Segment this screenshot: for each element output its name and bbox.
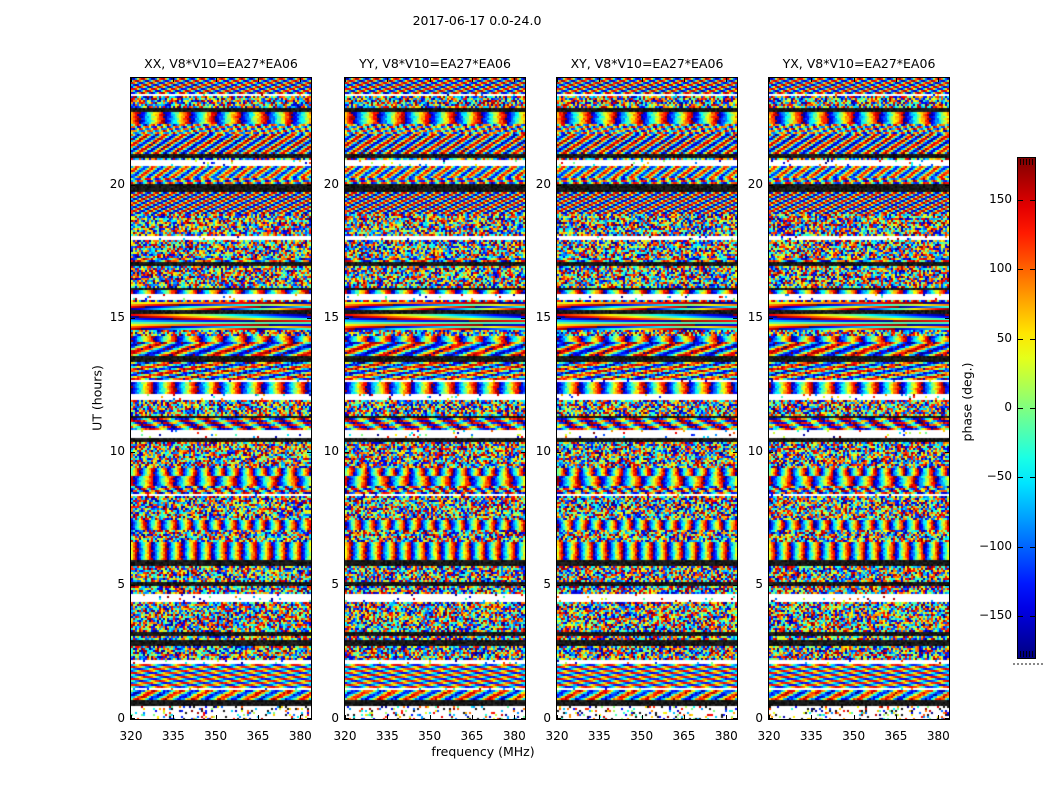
colorbar-tick-label: −150 (979, 608, 1012, 622)
x-tick-label: 380 (714, 729, 738, 743)
y-tick-label: 0 (755, 711, 763, 725)
colorbar-tick-label: 150 (989, 192, 1012, 206)
x-tick-mark (216, 78, 217, 82)
x-tick-mark (854, 715, 855, 719)
y-tick-label: 20 (535, 177, 551, 191)
y-tick-mark (769, 452, 773, 453)
x-tick-mark (557, 78, 558, 82)
x-tick-mark (684, 715, 685, 719)
x-tick-label: 320 (333, 729, 357, 743)
y-tick-mark (769, 318, 773, 319)
y-tick-label: 15 (747, 310, 763, 324)
x-tick-label: 365 (672, 729, 696, 743)
phase-waterfall-canvas-yx (769, 78, 949, 719)
y-tick-mark (131, 452, 135, 453)
y-axis-label: UT (hours) (89, 365, 105, 431)
x-tick-mark (769, 78, 770, 82)
y-tick-mark (769, 718, 773, 719)
x-tick-mark (131, 78, 132, 82)
phase-waterfall-canvas-yy (345, 78, 525, 719)
x-tick-mark (300, 78, 301, 82)
y-tick-mark (557, 318, 561, 319)
y-tick-label: 20 (323, 177, 339, 191)
x-tick-mark (854, 78, 855, 82)
y-tick-label: 5 (755, 577, 763, 591)
x-tick-mark (345, 78, 346, 82)
colorbar-tick-mark (1018, 200, 1023, 201)
colorbar-tick-mark (1030, 200, 1035, 201)
y-tick-mark (945, 185, 949, 186)
y-tick-mark (557, 718, 561, 719)
x-tick-mark (514, 715, 515, 719)
x-tick-mark (811, 78, 812, 82)
x-tick-mark (642, 78, 643, 82)
figure-title: 2017-06-17 0.0-24.0 (412, 13, 542, 28)
colorbar-tick-label: 100 (989, 261, 1012, 275)
x-tick-label: 350 (842, 729, 866, 743)
x-tick-mark (938, 78, 939, 82)
colorbar-tick-mark (1030, 616, 1035, 617)
colorbar (1017, 157, 1036, 659)
x-axis-label: frequency (MHz) (431, 744, 535, 759)
x-tick-mark (599, 715, 600, 719)
x-tick-label: 320 (757, 729, 781, 743)
colorbar-tick-label: −100 (979, 539, 1012, 553)
colorbar-tick-mark (1018, 339, 1023, 340)
x-tick-mark (938, 715, 939, 719)
x-tick-mark (387, 715, 388, 719)
y-tick-mark (345, 718, 349, 719)
y-tick-mark (131, 185, 135, 186)
phase-waterfall-canvas-xy (557, 78, 737, 719)
y-tick-label: 20 (109, 177, 125, 191)
colorbar-end-hatch-bottom (1020, 651, 1033, 657)
colorbar-tick-mark (1030, 408, 1035, 409)
colorbar-tick-mark (1030, 339, 1035, 340)
colorbar-tick-mark (1018, 616, 1023, 617)
y-tick-mark (945, 318, 949, 319)
x-tick-mark (896, 715, 897, 719)
x-tick-label: 335 (799, 729, 823, 743)
x-tick-mark (430, 78, 431, 82)
panel-title-yy: YY, V8*V10=EA27*EA06 (359, 56, 511, 71)
x-tick-mark (599, 78, 600, 82)
y-tick-mark (769, 585, 773, 586)
x-tick-label: 365 (460, 729, 484, 743)
y-tick-mark (557, 185, 561, 186)
x-tick-mark (258, 715, 259, 719)
y-tick-mark (131, 318, 135, 319)
colorbar-label: phase (deg.) (959, 362, 975, 442)
colorbar-tick-mark (1018, 269, 1023, 270)
y-tick-mark (345, 585, 349, 586)
y-tick-mark (945, 718, 949, 719)
panel-title-yx: YX, V8*V10=EA27*EA06 (782, 56, 936, 71)
y-tick-label: 10 (747, 444, 763, 458)
y-tick-mark (345, 318, 349, 319)
y-tick-label: 0 (543, 711, 551, 725)
heatmap-panel-yx (768, 77, 950, 720)
x-tick-mark (684, 78, 685, 82)
y-tick-mark (345, 452, 349, 453)
x-tick-mark (726, 715, 727, 719)
phase-waterfall-canvas-xx (131, 78, 311, 719)
x-tick-mark (472, 715, 473, 719)
x-tick-label: 335 (161, 729, 185, 743)
colorbar-tick-mark (1018, 477, 1023, 478)
x-tick-label: 380 (926, 729, 950, 743)
colorbar-tick-label: 50 (996, 331, 1012, 345)
y-tick-label: 10 (109, 444, 125, 458)
y-tick-label: 5 (543, 577, 551, 591)
x-tick-label: 380 (288, 729, 312, 743)
colorbar-tick-mark (1030, 547, 1035, 548)
heatmap-panel-yy (344, 77, 526, 720)
x-tick-mark (258, 78, 259, 82)
x-tick-mark (472, 78, 473, 82)
x-tick-label: 350 (418, 729, 442, 743)
y-tick-mark (557, 452, 561, 453)
x-tick-label: 320 (545, 729, 569, 743)
y-tick-mark (131, 585, 135, 586)
x-tick-mark (811, 715, 812, 719)
colorbar-tick-label: 0 (1004, 400, 1012, 414)
y-tick-label: 10 (535, 444, 551, 458)
x-tick-label: 350 (630, 729, 654, 743)
y-tick-mark (945, 585, 949, 586)
x-tick-mark (430, 715, 431, 719)
colorbar-tick-mark (1018, 547, 1023, 548)
x-tick-label: 350 (204, 729, 228, 743)
colorbar-end-hatch-top (1020, 159, 1033, 165)
y-tick-label: 15 (109, 310, 125, 324)
x-tick-mark (300, 715, 301, 719)
y-tick-mark (769, 185, 773, 186)
colorbar-tick-mark (1030, 269, 1035, 270)
y-tick-label: 0 (331, 711, 339, 725)
x-tick-label: 380 (502, 729, 526, 743)
panel-title-xy: XY, V8*V10=EA27*EA06 (570, 56, 724, 71)
panel-title-xx: XX, V8*V10=EA27*EA06 (144, 56, 298, 71)
colorbar-tick-mark (1030, 477, 1035, 478)
y-tick-mark (131, 718, 135, 719)
x-tick-mark (642, 715, 643, 719)
y-tick-label: 5 (117, 577, 125, 591)
x-tick-mark (173, 715, 174, 719)
x-tick-label: 335 (587, 729, 611, 743)
y-tick-label: 5 (331, 577, 339, 591)
y-tick-mark (345, 185, 349, 186)
colorbar-tick-mark (1018, 408, 1023, 409)
y-tick-label: 0 (117, 711, 125, 725)
x-tick-label: 365 (884, 729, 908, 743)
y-tick-label: 15 (323, 310, 339, 324)
x-tick-mark (726, 78, 727, 82)
y-tick-label: 20 (747, 177, 763, 191)
heatmap-panel-xy (556, 77, 738, 720)
x-tick-mark (896, 78, 897, 82)
heatmap-panel-xx (130, 77, 312, 720)
x-tick-label: 320 (119, 729, 143, 743)
x-tick-mark (387, 78, 388, 82)
colorbar-tick-label: −50 (986, 469, 1012, 483)
x-tick-mark (173, 78, 174, 82)
x-tick-mark (514, 78, 515, 82)
y-tick-label: 10 (323, 444, 339, 458)
y-tick-mark (945, 452, 949, 453)
x-tick-label: 335 (375, 729, 399, 743)
x-tick-label: 365 (246, 729, 270, 743)
x-tick-mark (216, 715, 217, 719)
y-tick-label: 15 (535, 310, 551, 324)
colorbar-footer-dots (1013, 663, 1043, 665)
y-tick-mark (557, 585, 561, 586)
